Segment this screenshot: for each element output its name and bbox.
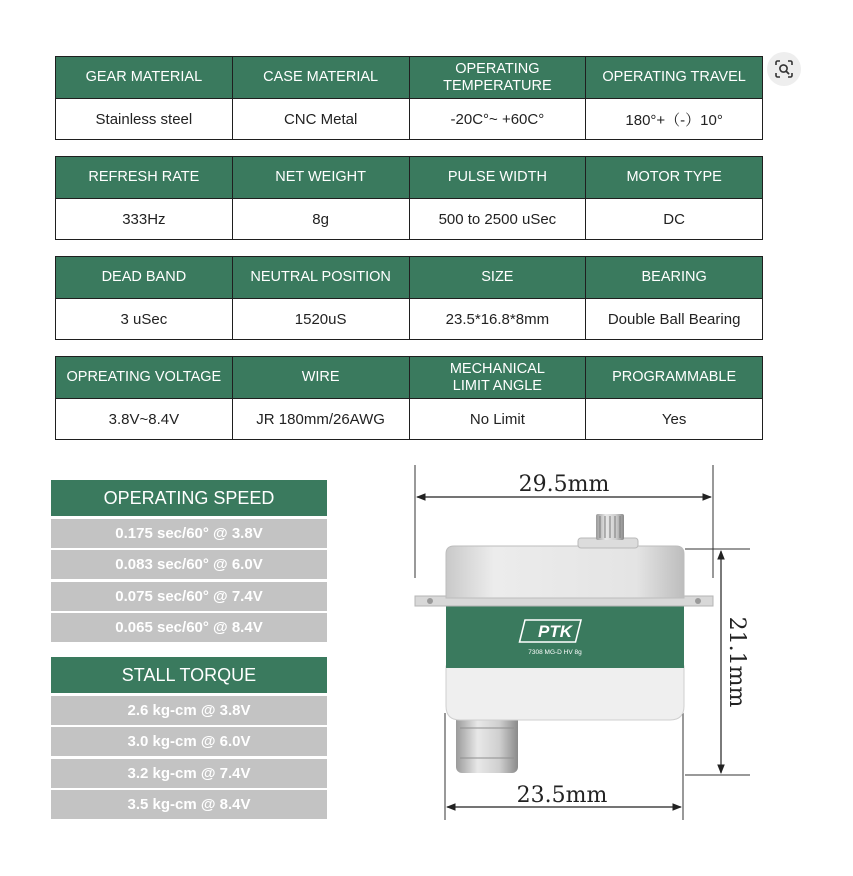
spec-header-cell: NET WEIGHT: [232, 157, 409, 199]
servo-bottom-case: [446, 666, 684, 720]
spec-header-cell: DEAD BAND: [56, 257, 233, 299]
spec-value-cell: Yes: [586, 399, 763, 440]
spec-header-cell: PULSE WIDTH: [409, 157, 586, 199]
torque-row: 3.0 kg-cm @ 6.0V: [51, 727, 327, 756]
spec-header-cell: BEARING: [586, 257, 763, 299]
spec-value-cell: No Limit: [409, 399, 586, 440]
spec-header-cell: MECHANICAL LIMIT ANGLE: [409, 357, 586, 399]
speed-row: 0.083 sec/60° @ 6.0V: [51, 550, 327, 579]
servo-model-label: 7308 MG-D HV 8g: [528, 649, 582, 656]
spec-header-cell: PROGRAMMABLE: [586, 357, 763, 399]
spec-header-row: [56, 57, 763, 99]
speed-row: 0.075 sec/60° @ 7.4V: [51, 582, 327, 611]
spec-value-cell: 180°+（-）10°: [586, 99, 763, 140]
servo-brand-label: PTK: [538, 622, 572, 641]
speed-row: 0.065 sec/60° @ 8.4V: [51, 613, 327, 642]
spec-value-row: [56, 399, 763, 440]
spec-value-cell: -20C°~ +60C°: [409, 99, 586, 140]
spec-header-row: [56, 357, 763, 399]
spec-table-4: [55, 356, 763, 440]
spec-header-row: [56, 157, 763, 199]
spec-header-cell: GEAR MATERIAL: [56, 57, 233, 99]
servo-motor-can: [456, 713, 518, 773]
lens-search-icon: [774, 59, 794, 79]
spec-value-row: [56, 199, 763, 240]
spec-header-cell: MOTOR TYPE: [586, 157, 763, 199]
spec-header-cell: REFRESH RATE: [56, 157, 233, 199]
spec-value-cell: 3 uSec: [56, 299, 233, 340]
width-dimension-label: 29.5mm: [518, 472, 610, 497]
servo-top-case: [446, 546, 684, 598]
spec-header-cell: CASE MATERIAL: [232, 57, 409, 99]
spec-value-cell: 23.5*16.8*8mm: [409, 299, 586, 340]
spec-header-row: [56, 257, 763, 299]
spec-value-cell: DC: [586, 199, 763, 240]
spec-value-cell: Stainless steel: [56, 99, 233, 140]
visual-search-button[interactable]: [767, 52, 801, 86]
body-dimension-label: 23.5mm: [516, 783, 608, 808]
spec-header-cell: NEUTRAL POSITION: [232, 257, 409, 299]
speed-row: 0.175 sec/60° @ 3.8V: [51, 519, 327, 548]
servo-dimension-drawing: [400, 458, 760, 828]
spec-value-cell: 3.8V~8.4V: [56, 399, 233, 440]
operating-speed-panel: [51, 480, 327, 642]
torque-row: 3.2 kg-cm @ 7.4V: [51, 759, 327, 788]
spec-value-cell: 500 to 2500 uSec: [409, 199, 586, 240]
spec-value-cell: JR 180mm/26AWG: [232, 399, 409, 440]
spec-table-1: [55, 56, 763, 140]
height-dimension-label: 21.1mm: [724, 616, 749, 708]
stall-torque-panel: [51, 657, 327, 819]
torque-row: 3.5 kg-cm @ 8.4V: [51, 790, 327, 819]
torque-row: 2.6 kg-cm @ 3.8V: [51, 696, 327, 725]
spec-header-cell: SIZE: [409, 257, 586, 299]
spec-value-row: [56, 299, 763, 340]
spec-value-cell: CNC Metal: [232, 99, 409, 140]
operating-speed-title: OPERATING SPEED: [51, 480, 327, 516]
spec-header-cell: OPREATING VOLTAGE: [56, 357, 233, 399]
spec-value-row: [56, 99, 763, 140]
spec-value-cell: Double Ball Bearing: [586, 299, 763, 340]
spec-table-3: [55, 256, 763, 340]
spec-table-2: [55, 156, 763, 240]
spec-value-cell: 1520uS: [232, 299, 409, 340]
stall-torque-title: STALL TORQUE: [51, 657, 327, 693]
spec-header-cell: OPERATING TRAVEL: [586, 57, 763, 99]
spec-header-cell: WIRE: [232, 357, 409, 399]
spec-header-cell: OPERATING TEMPERATURE: [409, 57, 586, 99]
spec-value-cell: 8g: [232, 199, 409, 240]
spec-value-cell: 333Hz: [56, 199, 233, 240]
